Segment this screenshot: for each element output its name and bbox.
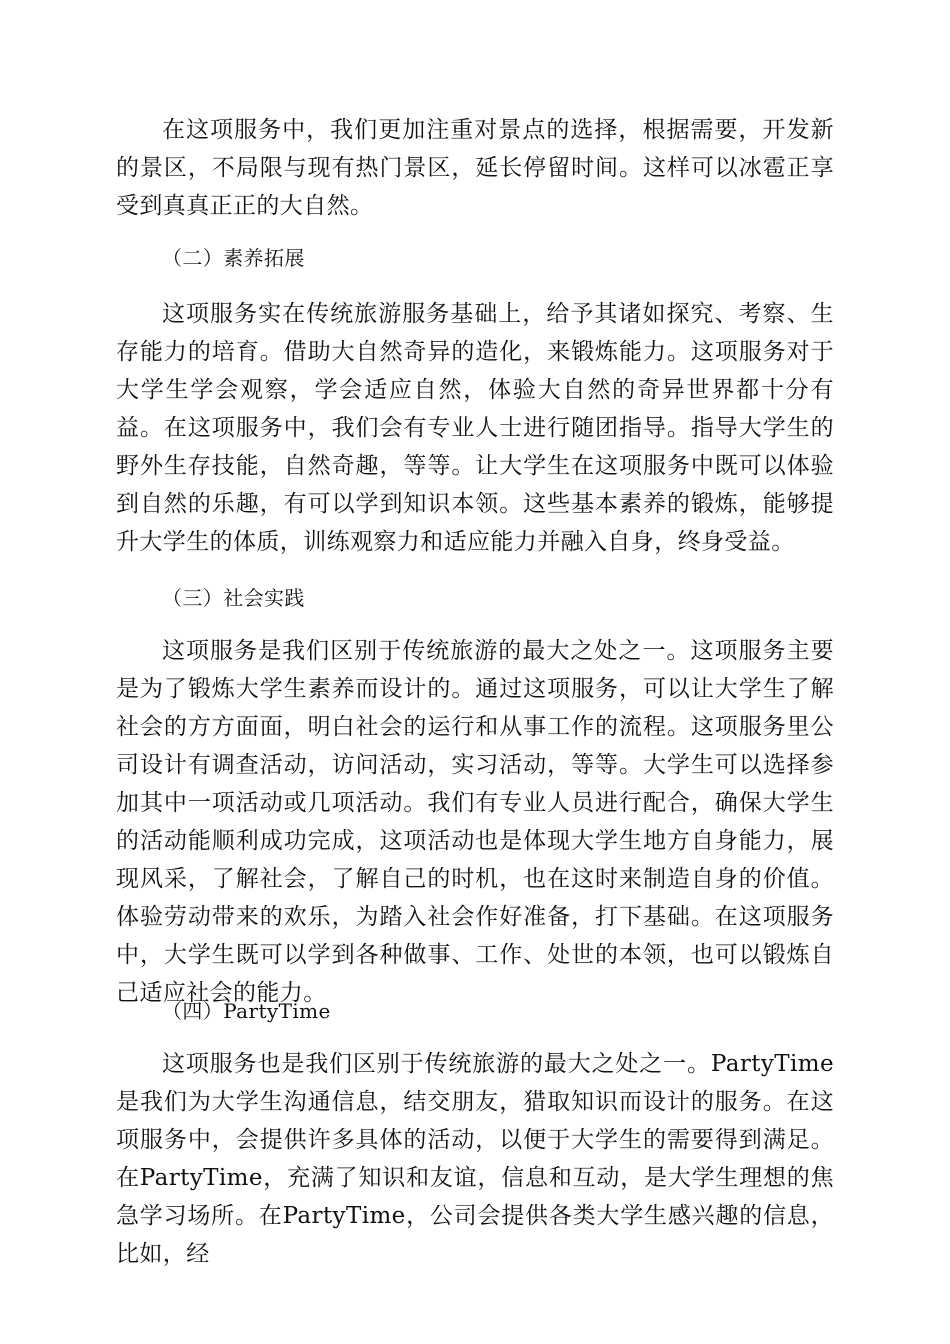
paragraph-social-practice: 这项服务是我们区别于传统旅游的最大之处之一。这项服务主要是为了锻炼大学生素养而设计的。通过这项服务，可以让大学生了解社会的方方面面，明白社会的运行和从事工作的流程。这项服务里公司设计有调查活动，访问活动，实习活动，等等。大学生可以选择参加其中一项活动或几项活动。我们有专业人员进行配合，确保大学生的活动能顺利成功完成，这项活动也是体现大学生地方自身能力，展现风采，了解社会，了解自己的时机，也在这时来制造自身的价值。体验劳动带来的欢乐，为踏入社会作好准备，打下基础。在这项服务中，大学生既可以学到各种做事、工作、处世的本领，也可以锻炼自己适应社会的能力。 bbox=[116, 638, 834, 1006]
section-heading-social-practice: （三）社会实践 bbox=[162, 586, 305, 610]
paragraph-partytime: 这项服务也是我们区别于传统旅游的最大之处之一。PartyTime是我们为大学生沟通信息，结交朋友，猎取知识而设计的服务。在这项服务中，会提供许多具体的活动，以便于大学生的需要得到满足。在PartyTime，充满了知识和友谊，信息和互动，是大学生理想的焦急学习场所。在PartyTime，公司会提供各类大学生感兴趣的信息，比如，经 bbox=[116, 1051, 834, 1267]
paragraph-literacy-expansion: 这项服务实在传统旅游服务基础上，给予其诸如探究、考察、生存能力的培育。借助大自然奇异的造化，来锻炼能力。这项服务对于大学生学会观察，学会适应自然，体验大自然的奇异世界都十分有益。在这项服务中，我们会有专业人士进行随团指导。指导大学生的野外生存技能，自然奇趣，等等。让大学生在这项服务中既可以体验到自然的乐趣，有可以学到知识本领。这些基本素养的锻炼，能够提升大学生的体质，训练观察力和适应能力并融入自身，终身受益。 bbox=[116, 301, 834, 555]
section-heading-literacy-expansion: （二）素养拓展 bbox=[162, 246, 305, 270]
section-heading-partytime: （四）PartyTime bbox=[162, 999, 331, 1023]
paragraph-scenic-selection: 在这项服务中，我们更加注重对景点的选择，根据需要，开发新的景区，不局限与现有热门景区，延长停留时间。这样可以冰雹正享受到真真正正的大自然。 bbox=[116, 117, 834, 219]
